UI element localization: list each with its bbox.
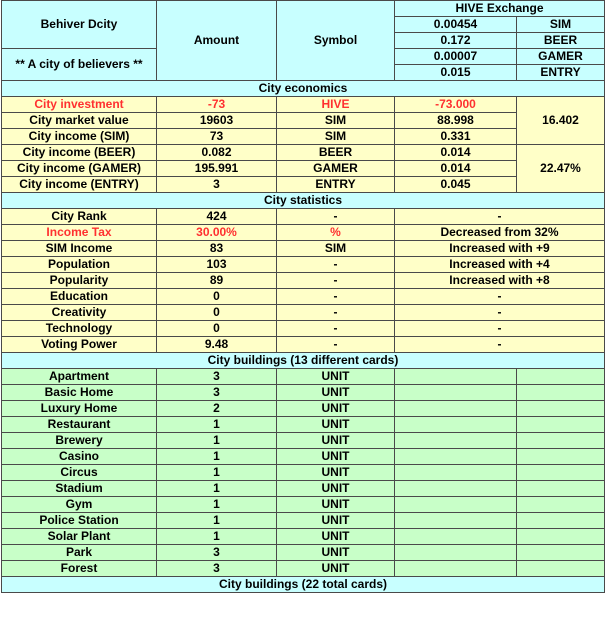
row-amount: 1	[157, 497, 277, 513]
row-symbol: UNIT	[277, 401, 395, 417]
row-amount: 1	[157, 465, 277, 481]
row-symbol: UNIT	[277, 513, 395, 529]
row-symbol: -	[277, 209, 395, 225]
row-amount: 195.991	[157, 161, 277, 177]
row-amount: 9.48	[157, 337, 277, 353]
empty-cell	[395, 417, 517, 433]
empty-cell	[395, 433, 517, 449]
row-symbol: UNIT	[277, 433, 395, 449]
row-change-note: Decreased from 32%	[395, 225, 605, 241]
building-row	[2, 369, 605, 385]
row-label: Education	[2, 289, 157, 305]
row-symbol: -	[277, 257, 395, 273]
statistics-row	[2, 209, 605, 225]
row-label: Basic Home	[2, 385, 157, 401]
row-symbol: UNIT	[277, 529, 395, 545]
exchange-rate: 0.015	[395, 65, 517, 81]
economics-row	[2, 97, 605, 113]
row-label: Gym	[2, 497, 157, 513]
statistics-row	[2, 321, 605, 337]
amount-column-header: Amount	[157, 1, 277, 81]
row-symbol: BEER	[277, 145, 395, 161]
empty-cell	[395, 465, 517, 481]
row-amount: 2	[157, 401, 277, 417]
empty-cell	[517, 513, 605, 529]
symbol-column-header: Symbol	[277, 1, 395, 81]
hive-exchange-title: HIVE Exchange	[395, 1, 605, 17]
statistics-row	[2, 241, 605, 257]
empty-cell	[517, 433, 605, 449]
buildings-section-title: City buildings (13 different cards)	[2, 353, 605, 369]
row-label: Technology	[2, 321, 157, 337]
empty-cell	[395, 545, 517, 561]
economics-row	[2, 129, 605, 145]
economics-row	[2, 161, 605, 177]
building-row	[2, 465, 605, 481]
row-amount: 103	[157, 257, 277, 273]
row-symbol: UNIT	[277, 481, 395, 497]
building-row	[2, 417, 605, 433]
statistics-row	[2, 273, 605, 289]
row-hive-value: 88.998	[395, 113, 517, 129]
row-amount: 1	[157, 417, 277, 433]
row-label: City income (GAMER)	[2, 161, 157, 177]
row-symbol: -	[277, 337, 395, 353]
row-hive-value: 0.014	[395, 161, 517, 177]
row-symbol: UNIT	[277, 545, 395, 561]
empty-cell	[517, 465, 605, 481]
row-amount: 30.00%	[157, 225, 277, 241]
statistics-row	[2, 337, 605, 353]
statistics-row	[2, 305, 605, 321]
row-amount: 3	[157, 545, 277, 561]
row-change-note: Increased with +9	[395, 241, 605, 257]
row-label: City investment	[2, 97, 157, 113]
row-hive-value: 0.045	[395, 177, 517, 193]
row-symbol: GAMER	[277, 161, 395, 177]
city-report-table	[1, 0, 605, 593]
row-label: City Rank	[2, 209, 157, 225]
row-label: Circus	[2, 465, 157, 481]
row-amount: 19603	[157, 113, 277, 129]
empty-cell	[395, 385, 517, 401]
row-symbol: UNIT	[277, 465, 395, 481]
row-change-note: -	[395, 321, 605, 337]
building-row	[2, 545, 605, 561]
row-label: Stadium	[2, 481, 157, 497]
total-hive-value: 16.402	[517, 97, 605, 145]
row-amount: 0	[157, 289, 277, 305]
row-label: Luxury Home	[2, 401, 157, 417]
empty-cell	[517, 545, 605, 561]
row-amount: 0	[157, 305, 277, 321]
empty-cell	[517, 497, 605, 513]
row-label: Solar Plant	[2, 529, 157, 545]
empty-cell	[395, 401, 517, 417]
row-label: Park	[2, 545, 157, 561]
row-symbol: HIVE	[277, 97, 395, 113]
row-change-note: Increased with +8	[395, 273, 605, 289]
row-label: City income (ENTRY)	[2, 177, 157, 193]
exchange-symbol: ENTRY	[517, 65, 605, 81]
row-amount: 0.082	[157, 145, 277, 161]
row-amount: 3	[157, 369, 277, 385]
roi-percentage: 22.47%	[517, 145, 605, 193]
row-hive-value: 0.331	[395, 129, 517, 145]
building-row	[2, 449, 605, 465]
row-symbol: UNIT	[277, 385, 395, 401]
row-label: Forest	[2, 561, 157, 577]
row-symbol: UNIT	[277, 369, 395, 385]
empty-cell	[395, 449, 517, 465]
building-row	[2, 433, 605, 449]
row-amount: 3	[157, 561, 277, 577]
city-tagline: ** A city of believers **	[2, 49, 157, 81]
economics-row	[2, 145, 605, 161]
city-name: Behiver Dcity	[2, 1, 157, 49]
row-amount: 83	[157, 241, 277, 257]
row-hive-value: -73.000	[395, 97, 517, 113]
row-amount: -73	[157, 97, 277, 113]
statistics-row	[2, 225, 605, 241]
row-amount: 0	[157, 321, 277, 337]
row-symbol: %	[277, 225, 395, 241]
statistics-row	[2, 289, 605, 305]
exchange-rate: 0.00454	[395, 17, 517, 33]
row-amount: 1	[157, 529, 277, 545]
row-symbol: -	[277, 305, 395, 321]
row-change-note: Increased with +4	[395, 257, 605, 273]
row-label: City market value	[2, 113, 157, 129]
exchange-rate: 0.172	[395, 33, 517, 49]
row-symbol: SIM	[277, 241, 395, 257]
empty-cell	[395, 513, 517, 529]
row-symbol: ENTRY	[277, 177, 395, 193]
row-symbol: -	[277, 273, 395, 289]
building-row	[2, 497, 605, 513]
row-change-note: -	[395, 289, 605, 305]
empty-cell	[395, 561, 517, 577]
row-symbol: UNIT	[277, 497, 395, 513]
row-label: Restaurant	[2, 417, 157, 433]
row-amount: 1	[157, 449, 277, 465]
exchange-symbol: GAMER	[517, 49, 605, 65]
building-row	[2, 401, 605, 417]
row-symbol: SIM	[277, 113, 395, 129]
row-label: Casino	[2, 449, 157, 465]
row-symbol: UNIT	[277, 417, 395, 433]
row-symbol: SIM	[277, 129, 395, 145]
empty-cell	[517, 369, 605, 385]
building-row	[2, 385, 605, 401]
row-label: Voting Power	[2, 337, 157, 353]
row-symbol: UNIT	[277, 561, 395, 577]
buildings-total-footer: City buildings (22 total cards)	[2, 577, 605, 593]
row-symbol: -	[277, 321, 395, 337]
building-row	[2, 529, 605, 545]
row-label: Police Station	[2, 513, 157, 529]
building-row	[2, 513, 605, 529]
row-symbol: UNIT	[277, 449, 395, 465]
statistics-section-title: City statistics	[2, 193, 605, 209]
row-label: Income Tax	[2, 225, 157, 241]
exchange-symbol: SIM	[517, 17, 605, 33]
economics-row	[2, 113, 605, 129]
empty-cell	[395, 481, 517, 497]
row-amount: 3	[157, 177, 277, 193]
row-label: Population	[2, 257, 157, 273]
empty-cell	[517, 401, 605, 417]
empty-cell	[517, 529, 605, 545]
row-label: SIM Income	[2, 241, 157, 257]
row-amount: 73	[157, 129, 277, 145]
empty-cell	[395, 497, 517, 513]
empty-cell	[517, 417, 605, 433]
building-row	[2, 561, 605, 577]
empty-cell	[517, 481, 605, 497]
empty-cell	[517, 561, 605, 577]
row-label: Popularity	[2, 273, 157, 289]
row-change-note: -	[395, 337, 605, 353]
row-amount: 89	[157, 273, 277, 289]
row-label: City income (SIM)	[2, 129, 157, 145]
exchange-symbol: BEER	[517, 33, 605, 49]
row-change-note: -	[395, 209, 605, 225]
empty-cell	[517, 385, 605, 401]
row-label: Brewery	[2, 433, 157, 449]
row-label: City income (BEER)	[2, 145, 157, 161]
economics-row	[2, 177, 605, 193]
row-hive-value: 0.014	[395, 145, 517, 161]
row-symbol: -	[277, 289, 395, 305]
row-amount: 424	[157, 209, 277, 225]
row-amount: 1	[157, 433, 277, 449]
row-label: Creativity	[2, 305, 157, 321]
row-amount: 1	[157, 513, 277, 529]
building-row	[2, 481, 605, 497]
economics-section-title: City economics	[2, 81, 605, 97]
row-label: Apartment	[2, 369, 157, 385]
empty-cell	[395, 529, 517, 545]
empty-cell	[517, 449, 605, 465]
row-amount: 3	[157, 385, 277, 401]
row-amount: 1	[157, 481, 277, 497]
empty-cell	[395, 369, 517, 385]
statistics-row	[2, 257, 605, 273]
row-change-note: -	[395, 305, 605, 321]
exchange-rate: 0.00007	[395, 49, 517, 65]
